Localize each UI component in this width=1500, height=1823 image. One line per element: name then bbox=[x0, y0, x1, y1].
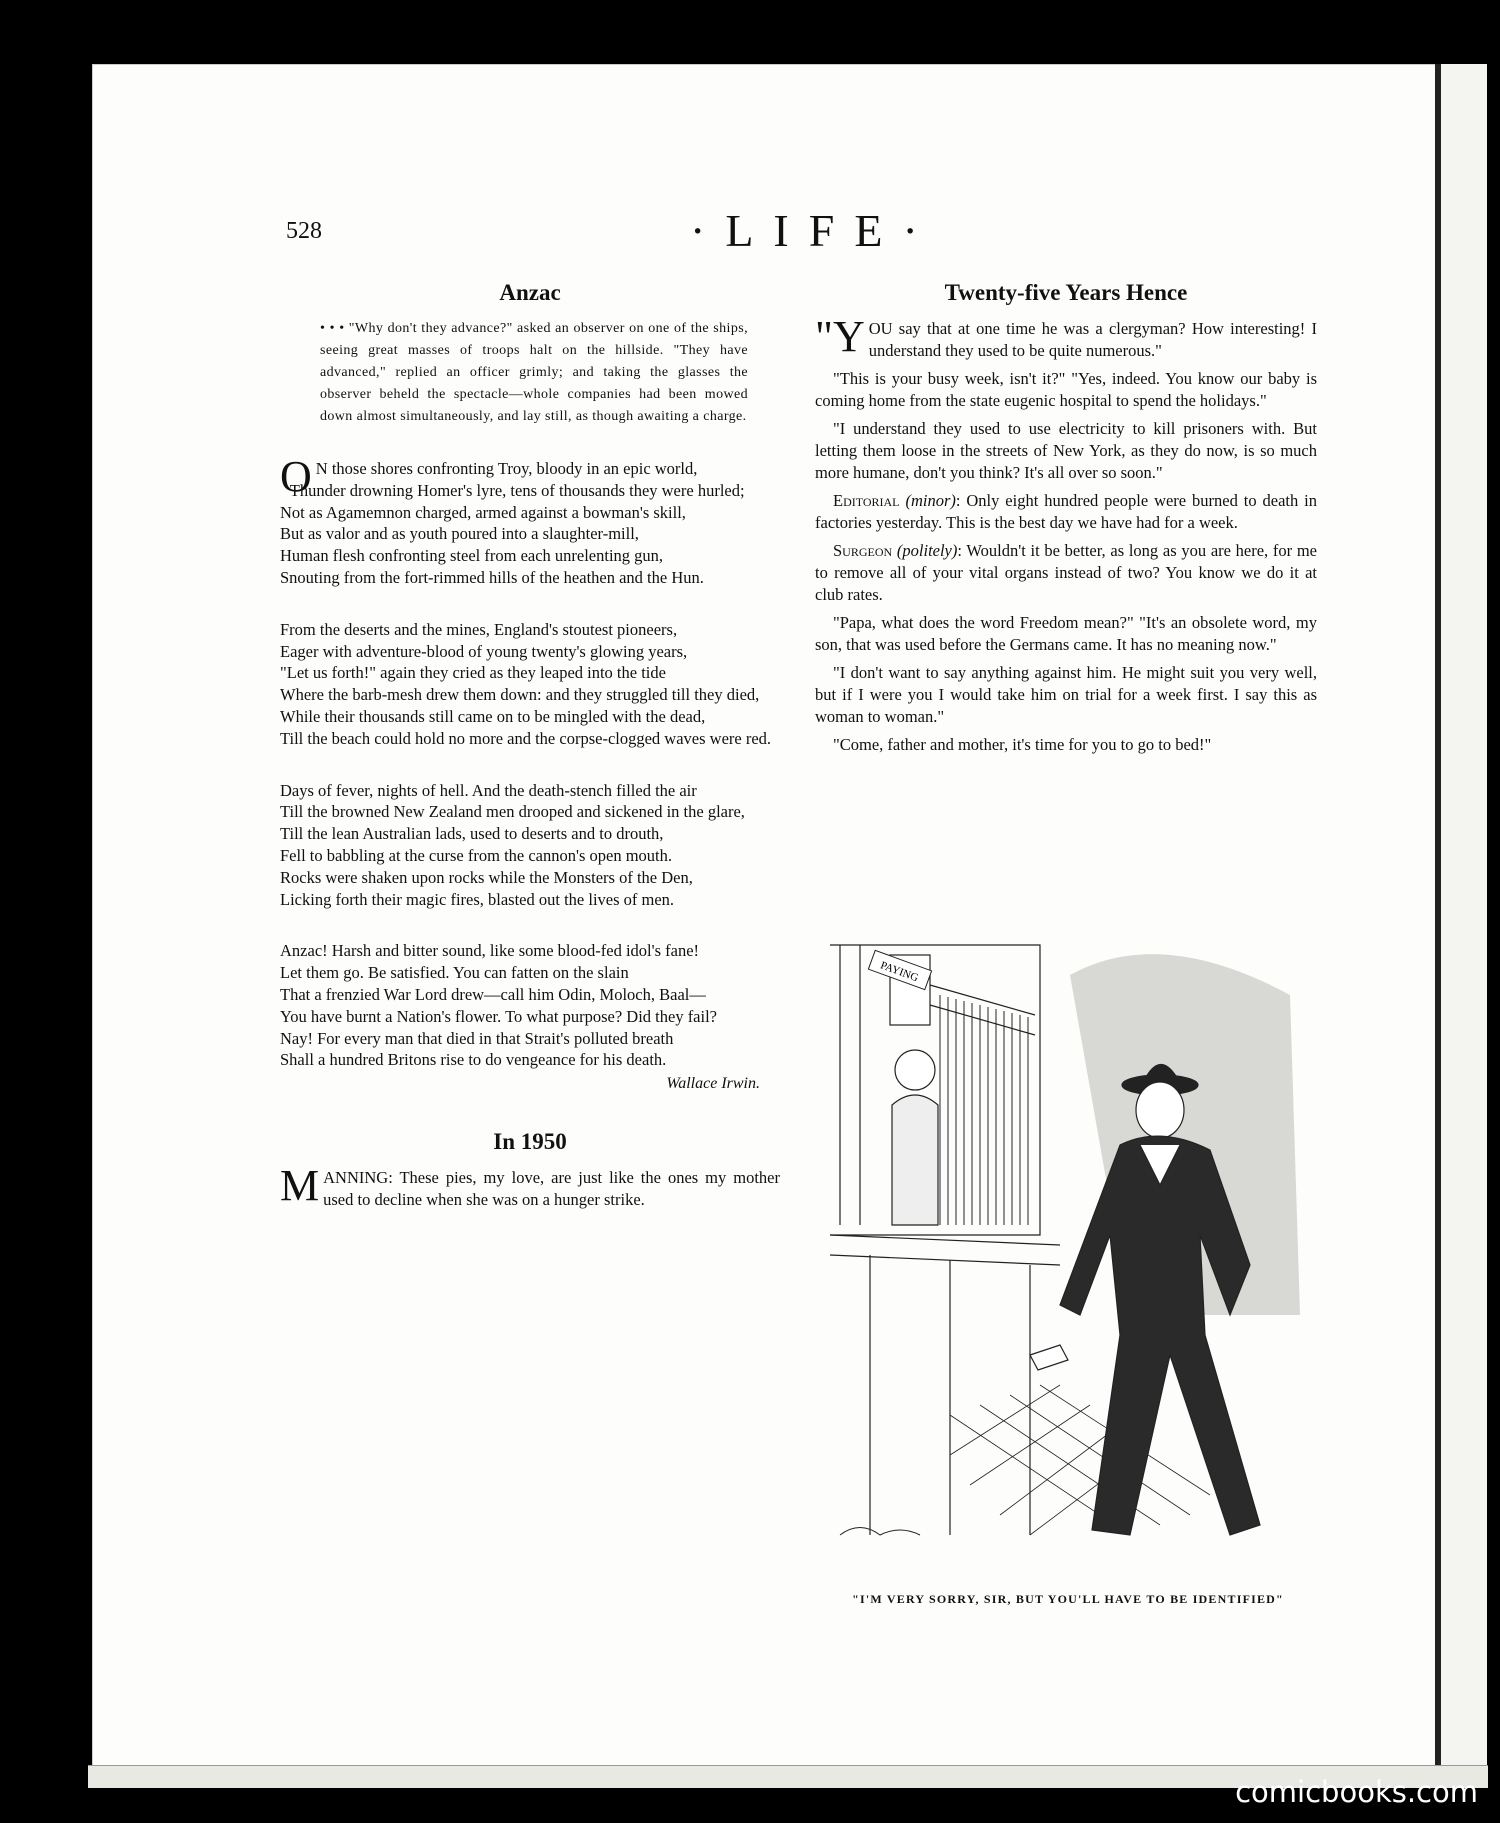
poem-line: Shall a hundred Britons rise to do vengeance for his death. bbox=[280, 1050, 667, 1070]
right-column bbox=[815, 280, 1317, 762]
poem-line: Till the lean Australian lads, used to deserts and to drouth, bbox=[280, 824, 664, 844]
paragraph: "I understand they used to use electricity to kill prisoners with. But letting them loose in the streets of New York, as they do now, is so much more humane, don't you think? It's all over so soon." bbox=[815, 419, 1317, 482]
paragraph: "Y OU say that at one time he was a clergyman? How interesting! I understand they used to be quite numerous." bbox=[815, 312, 1317, 361]
paragraph: MANNING: These pies, my love, are just like the ones my mother used to decline when she was on a hunger strike. bbox=[280, 1161, 780, 1211]
left-column bbox=[280, 280, 780, 1217]
paragraph: Editorial (minor): Only eight hundred people were burned to death in factories yesterday. This is the best day we have had for a week. bbox=[815, 491, 1318, 532]
anzac-stanza-3 bbox=[280, 780, 780, 911]
page-number: 528 bbox=[286, 218, 322, 244]
poem-line: Snouting from the fort-rimmed hills of the heathen and the Hun. bbox=[280, 567, 704, 587]
poem-line: Not as Agamemnon charged, armed against a bowman's skill, bbox=[280, 502, 686, 522]
paragraph: "Come, father and mother, it's time for you to go to bed!" bbox=[833, 735, 1212, 754]
poem-line: Nay! For every man that died in that Strait's polluted breath bbox=[280, 1028, 674, 1048]
poem-line: Fell to babbling at the curse from the cannon's open mouth. bbox=[280, 845, 673, 865]
watermark: comicbooks.com bbox=[1235, 1775, 1478, 1809]
poem-line: Days of fever, nights of hell. And the death-stench filled the air bbox=[280, 780, 697, 800]
cartoon-illustration bbox=[830, 935, 1320, 1565]
poem-line: Anzac! Harsh and bitter sound, like some blood-fed idol's fane! bbox=[280, 941, 700, 961]
poem-line: Till the beach could hold no more and the corpse-clogged waves were red. bbox=[280, 728, 772, 748]
illustration-caption: "I'M VERY SORRY, SIR, BUT YOU'LL HAVE TO BE IDENTIFIED" bbox=[852, 1592, 1284, 1606]
paragraph: "I don't want to say anything against him. He might suit you very well, but if I were you I would take him on trial for a week first. I say this as woman to woman." bbox=[815, 663, 1317, 726]
poem-line: While their thousands still came on to be mingled with the dead, bbox=[280, 706, 706, 726]
poem-line: Rocks were shaken upon rocks while the Monsters of the Den, bbox=[280, 867, 693, 887]
poem-line: From the deserts and the mines, England's stoutest pioneers, bbox=[280, 619, 678, 639]
poem-line: That a frenzied War Lord drew—call him Odin, Moloch, Baal— bbox=[280, 984, 706, 1004]
paying-sign: PAYING bbox=[878, 959, 920, 985]
poem-line: Eager with adventure-blood of young twenty's glowing years, bbox=[280, 641, 688, 661]
poem-line: Let them go. Be satisfied. You can fatten on the slain bbox=[280, 963, 629, 983]
page-spine bbox=[1435, 64, 1441, 1774]
hence-title: Twenty-five Years Hence bbox=[944, 280, 1188, 305]
anzac-intro: • • • "Why don't they advance?" asked an observer on one of the ships, seeing great masses of troops halt on the hillside. "They have advanced," replied an officer grimly; and taking the glasses the observer beheld the spectacle—whole companies had been mowed down almost simultaneously, and lay still, as though awaiting a charge. bbox=[320, 321, 748, 424]
anzac-stanza-4 bbox=[280, 940, 780, 1071]
author-signature: Wallace Irwin. bbox=[666, 1075, 760, 1093]
poem-line: Till the browned New Zealand men drooped and sickened in the glare, bbox=[280, 802, 745, 822]
poem-line: Thunder drowning Homer's lyre, tens of thousands they were hurled; bbox=[289, 480, 745, 500]
paragraph: "Papa, what does the word Freedom mean?" "It's an obsolete word, my son, that was used before the Germans came. It has no meaning now." bbox=[815, 613, 1317, 654]
paragraph: "This is your busy week, isn't it?" "Yes, indeed. You know our baby is coming home from the state eugenic hospital to spend the holidays." bbox=[815, 369, 1317, 410]
drop-cap: O bbox=[280, 452, 312, 501]
anzac-stanza-2 bbox=[280, 619, 780, 750]
poem-line: "Let us forth!" again they cried as they leaped into the tide bbox=[280, 663, 666, 683]
in1950-title: In 1950 bbox=[493, 1129, 567, 1155]
paragraph: Surgeon (politely): Wouldn't it be better, as long as you are here, for me to remove all of your vital organs instead of two? You know we do it at club rates. bbox=[815, 541, 1318, 604]
next-page-edge bbox=[1441, 64, 1487, 1774]
poem-line: O N those shores confronting Troy, bloody in an epic world, bbox=[280, 452, 698, 501]
magazine-title: ·LIFE· bbox=[690, 205, 938, 256]
anzac-stanza-1 bbox=[280, 452, 780, 589]
anzac-title: Anzac bbox=[499, 280, 561, 305]
poem-line: Licking forth their magic fires, blasted out the lives of men. bbox=[280, 889, 675, 909]
drop-cap: "Y bbox=[815, 312, 865, 361]
poem-line: Where the barb-mesh drew them down: and they struggled till they died, bbox=[280, 685, 760, 705]
hence-body bbox=[815, 312, 1318, 756]
poem-line: Human flesh confronting steel from each unrelenting gun, bbox=[280, 546, 664, 566]
poem-line: You have burnt a Nation's flower. To what purpose? Did they fail? bbox=[280, 1006, 718, 1026]
poem-line: But as valor and as youth poured into a slaughter-mill, bbox=[280, 524, 639, 544]
drop-cap: M bbox=[280, 1161, 320, 1211]
in1950-body bbox=[280, 1161, 780, 1211]
